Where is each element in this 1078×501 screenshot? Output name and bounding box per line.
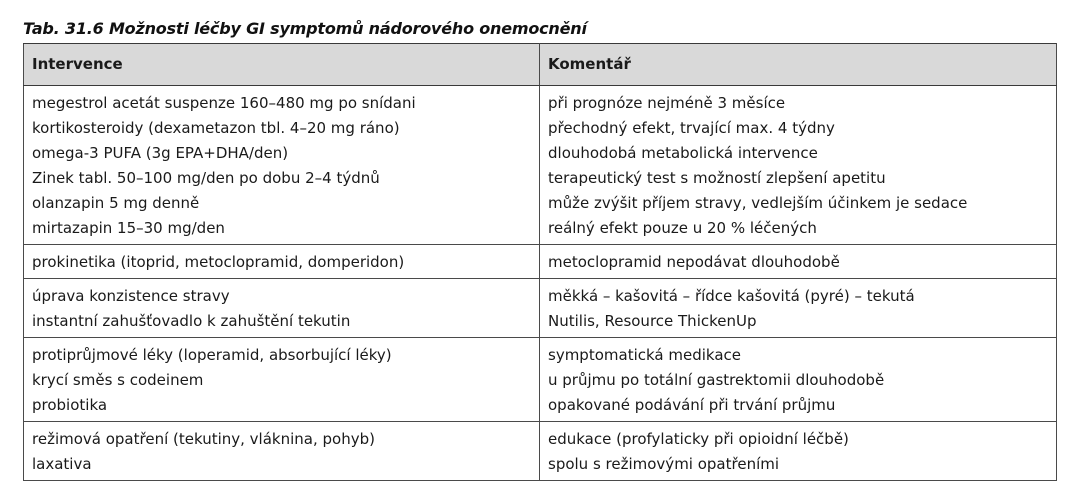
- column-header-intervention: Intervence: [24, 44, 540, 86]
- comment-line: Nutilis, Resource ThickenUp: [548, 312, 757, 330]
- intervention-line: omega-3 PUFA (3g EPA+DHA/den): [32, 144, 289, 162]
- intervention-line: instantní zahušťovadlo k zahuštění tekutin: [32, 312, 351, 330]
- comment-line: spolu s režimovými opatřeními: [548, 455, 780, 473]
- intervention-cell: [24, 245, 540, 279]
- intervention-cell: [24, 86, 540, 245]
- table-row: [24, 422, 1057, 481]
- table-row: [24, 86, 1057, 245]
- intervention-line: režimová opatření (tekutiny, vláknina, pohyb): [32, 430, 375, 448]
- table-row: [24, 338, 1057, 422]
- comment-cell: [540, 86, 1057, 245]
- intervention-line: mirtazapin 15–30 mg/den: [32, 219, 225, 237]
- comment-line: symptomatická medikace: [548, 346, 741, 364]
- comment-line: přechodný efekt, trvající max. 4 týdny: [548, 119, 835, 137]
- comment-line: edukace (profylaticky při opioidní léčbě): [548, 430, 849, 448]
- intervention-cell: [24, 279, 540, 338]
- comment-line: reálný efekt pouze u 20 % léčených: [548, 219, 817, 237]
- column-header-comment: Komentář: [540, 44, 1057, 86]
- comment-line: dlouhodobá metabolická intervence: [548, 144, 818, 162]
- table-body: [24, 86, 1057, 481]
- intervention-line: krycí směs s codeinem: [32, 371, 204, 389]
- table-header-row: [24, 44, 1057, 86]
- comment-cell: [540, 279, 1057, 338]
- intervention-line: kortikosteroidy (dexametazon tbl. 4–20 mg ráno): [32, 119, 400, 137]
- intervention-line: Zinek tabl. 50–100 mg/den po dobu 2–4 týdnů: [32, 169, 380, 187]
- table-row: [24, 279, 1057, 338]
- comment-line: může zvýšit příjem stravy, vedlejším účinkem je sedace: [548, 194, 968, 212]
- comment-cell: [540, 245, 1057, 279]
- intervention-line: protiprůjmové léky (loperamid, absorbující léky): [32, 346, 392, 364]
- intervention-line: megestrol acetát suspenze 160–480 mg po snídani: [32, 94, 416, 112]
- comment-cell: [540, 338, 1057, 422]
- intervention-line: olanzapin 5 mg denně: [32, 194, 200, 212]
- comment-line: terapeutický test s možností zlepšení apetitu: [548, 169, 886, 187]
- comment-line: při prognóze nejméně 3 měsíce: [548, 94, 786, 112]
- comment-cell: [540, 422, 1057, 481]
- intervention-cell: [24, 422, 540, 481]
- intervention-line: úprava konzistence stravy: [32, 287, 230, 305]
- comment-line: metoclopramid nepodávat dlouhodobě: [548, 253, 840, 271]
- intervention-cell: [24, 338, 540, 422]
- intervention-line: probiotika: [32, 396, 108, 414]
- intervention-line: laxativa: [32, 455, 92, 473]
- comment-line: opakované podávání při trvání průjmu: [548, 396, 836, 414]
- comment-line: měkká – kašovitá – řídce kašovitá (pyré) – tekutá: [548, 287, 915, 305]
- table-row: [24, 245, 1057, 279]
- intervention-line: prokinetika (itoprid, metoclopramid, domperidon): [32, 253, 405, 271]
- table-caption: Tab. 31.6 Možnosti léčby GI symptomů nádorového onemocnění: [23, 19, 587, 38]
- treatment-options-table: [23, 43, 1057, 481]
- comment-line: u průjmu po totální gastrektomii dlouhodobě: [548, 371, 885, 389]
